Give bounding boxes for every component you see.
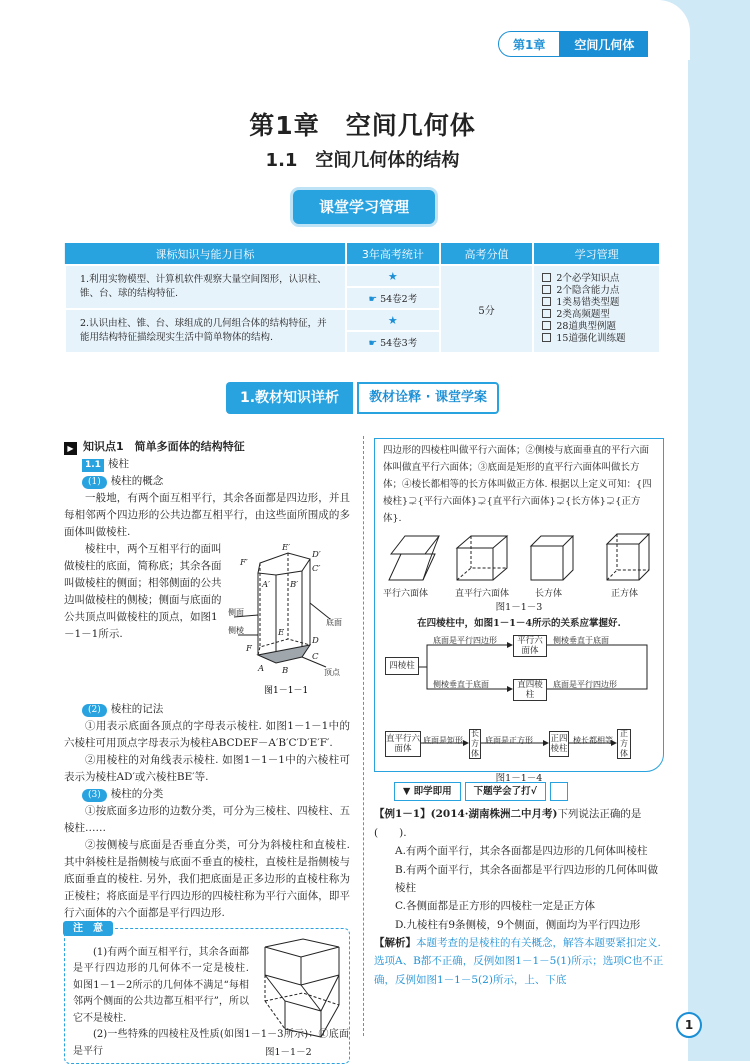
mgmt-item: 28道典型例题 [542,321,651,333]
option-b: B.有两个面平行，其余各面都是平行四边形的几何体叫做棱柱 [395,863,659,894]
goal-table [64,243,661,354]
flow-label: 侧棱垂直于底面 [433,680,489,690]
label-D1: D′ [312,549,321,560]
knowledge-point-heading: ▶ 知识点1 简单多面体的结构特征 [64,438,350,456]
flow-box-sileng: 四棱柱 [385,657,419,675]
mgmt-item: 15道强化训练题 [542,333,651,345]
flow-label: 底面是矩形 [423,736,463,746]
checkbox-icon[interactable] [542,333,551,342]
goal-header-2: 高考分值 [440,243,534,265]
label-E1: E′ [282,542,291,553]
checkbox-icon[interactable] [542,285,551,294]
page-title: 第1章 空间几何体 [249,111,476,140]
label-C1: C′ [312,563,321,574]
option-a: A.有两个面平行，其余各面都是四边形的几何体叫棱柱 [395,845,648,858]
note-text-2: (2)一些特殊的四棱柱及性质(如图1－1－3所示)：①底面是平行 [73,1029,349,1057]
label-base: 底面 [326,617,342,627]
checkbox-icon[interactable] [542,297,551,306]
flow-label: 底面是平行四边形 [433,636,497,646]
flow-box-cft: 长方体 [471,729,479,759]
objective-2: 2.认识由柱、锥、台、球组成的几何组合体的结构特征，并能用结构特征描绘现实生活中简单物体的结构. [65,309,346,353]
pointer-icon: ☛ [368,338,378,349]
flow-intro: 在四棱柱中，如图1－1－4所示的关系应掌握好. [417,618,621,630]
non-prism-figure [255,935,345,1041]
label-A1: A′ [262,579,271,590]
flow-label: 底面是正方形 [485,736,533,746]
paragraph: ①按底面多边形的边数分类，可分为三棱柱、四棱柱、五棱柱…… [64,804,350,834]
note-box [64,922,350,1064]
option-d: D.九棱柱有9条侧棱，9个侧面，侧面均为平行四边形 [395,918,641,931]
subsub-notation: (2) 棱柱的记法 [64,701,350,718]
mgmt-item: 2类高频题型 [542,309,651,321]
box-text: 四边形的四棱柱叫做平行六面体；②侧棱与底面垂直的平行六面体叫做直平行六面体；③底面是矩形的直平行六面体叫做长方体；④棱长都相等的长方体叫做正方体. 根据以上定义可知：{四棱柱}⊋{平行六面体}⊋{直平行六面体}⊋{长方体}⊋{正方体}. [383,445,652,524]
figure-caption: 图1－1－3 [495,601,543,613]
paragraph: 棱柱中，两个互相平行的面叫做棱柱的底面，简称底；其余各面叫做棱柱的侧面；相邻侧面的公共边叫做棱柱的侧棱；侧面与底面的公共顶点叫做棱柱的顶点，如图1－1－1所示. [64,542,222,640]
paragraph: ①用表示底面各顶点的字母表示棱柱. 如图1－1－1中的六棱柱可用顶点字母表示为棱柱ABCDEF－A′B′C′D′E′F′. [64,719,350,749]
gaokao-stat-1: ☛ 54卷2考 [346,287,440,309]
page-number: 1 [676,1012,702,1038]
label-D: D [312,635,319,646]
play-icon: ▶ [64,442,77,455]
figure-1-1-1 [64,541,350,701]
shape-label-3: 长方体 [535,588,563,599]
goal-header-3: 学习管理 [533,243,660,265]
label-F: F [246,643,252,654]
shape-label-4: 正方体 [611,588,639,599]
mgmt-item: 2个隐含能力点 [542,285,651,297]
flow-box-pxlmt: 平行六面体 [513,635,547,657]
mgmt-item: 2个必学知识点 [542,273,651,285]
flow-box-zfzt: 正四棱柱 [549,731,569,757]
banner-left: 1.教材知识详析 [226,382,353,414]
flow-label: 底面是平行四边形 [553,680,617,690]
subsub-classification: (3) 棱柱的分类 [64,786,350,803]
objective-1: 1.利用实物模型、计算机软件观察大量空间图形，认识柱、锥、台、球的结构特征. [65,265,346,309]
star-icon: ★ [346,309,440,331]
figure-caption: 图1－1－1 [264,685,309,696]
pointer-icon: ☛ [368,294,378,305]
continuation-box [374,438,664,785]
goal-header-0: 课标知识与能力目标 [65,243,346,265]
label-side-face: 侧面 [228,607,244,617]
shape-label-2: 直平行六面体 [455,588,510,599]
figure-caption: 图1－1－2 [265,1046,312,1058]
section-banner [226,382,499,414]
gaokao-stat-2: ☛ 54卷3考 [346,331,440,353]
analysis: 【解析】本题考查的是棱柱的有关概念，解答本题要紧扣定义. 选项A、B都不正确，反例如图1－1－5(1)所示；选项C也不正确，反例如图1－1－5(2)所示，上、下底 [374,937,664,986]
check-mark-label: 下题学会了打√ [465,782,546,801]
score-value: 5分 [440,265,534,353]
label-lateral-edge: 侧棱 [228,625,244,635]
flow-label: 棱长都相等 [573,736,613,746]
label-B: B [282,665,289,676]
example-block [374,805,664,989]
goal-header-1: 3年高考统计 [346,243,440,265]
subheading-prism: 1.1 棱柱 [64,456,350,473]
example-question: 【例1－1】(2014·湖南株洲二中月考)下列说法正确的是( ). [374,808,642,839]
subsub-concept: (1) 棱柱的概念 [64,473,350,490]
checkbox-icon[interactable] [542,321,551,330]
hexagonal-prism-figure [230,543,350,701]
shapes-figure [383,532,655,600]
paragraph: 一般地，有两个面互相平行，其余各面都是四边形，并且每相邻两个四边形的公共边都互相平行，由这些面所围成的多面体叫做棱柱. [64,491,350,538]
right-sidebar [688,60,750,1061]
label-C: C [312,651,319,662]
relation-flowchart [383,633,655,771]
checkbox-icon[interactable] [542,273,551,282]
right-column [374,438,664,989]
option-c: C.各侧面都是正方形的四棱柱一定是正方体 [395,900,595,913]
mgmt-item: 1类易错类型题 [542,297,651,309]
label-B1: B′ [290,579,299,590]
label-A: A [258,663,265,674]
chapter-tab [498,31,648,57]
label-vertex: 顶点 [324,667,340,677]
flow-box-zhiling: 直四棱柱 [513,679,547,701]
management-list [533,265,660,353]
flow-box-zft: 正方体 [617,729,631,759]
label-F1: F′ [240,557,248,568]
label-E: E [278,627,285,638]
section-pill: 课堂学习管理 [293,190,435,224]
paragraph: ②按侧棱与底面是否垂直分类，可分为斜棱柱和直棱柱. 其中斜棱柱是指侧棱与底面不垂直的棱柱，直棱柱是指侧棱与底面垂直的棱柱. 另外，我们把底面是正多边形的直棱柱称为正棱柱；将底面是平行四边形的四棱柱称为平行六面体，即平行六面体的六个面都是平行四边形. [64,838,350,919]
column-divider [363,436,364,1036]
banner-right: 教材诠释 · 课堂学案 [357,382,499,414]
flow-label: 侧棱垂直于底面 [553,636,609,646]
note-text-1: (1)有两个面互相平行，其余各面都是平行四边形的几何体不一定是棱柱. 如图1－1－2所示的几何体不满足“每相邻两个侧面的公共边都互相平行”，所以它不是棱柱. [73,946,249,1024]
shape-label-1: 平行六面体 [383,588,429,599]
chapter-label: 第1章 [498,31,560,57]
figure-caption: 图1－1－4 [495,773,543,785]
flow-box-zpx: 直平行六面体 [385,731,421,757]
left-column [64,438,350,1064]
subject-label: 空间几何体 [560,31,648,57]
page-subtitle: 1.1 空间几何体的结构 [265,150,460,171]
star-icon: ★ [346,265,440,287]
instant-use-button[interactable]: ▼ 即学即用 [394,782,461,801]
paragraph: ②用棱柱的对角线表示棱柱. 如图1－1－1中的六棱柱可表示为棱柱AD′或六棱柱BE′等. [64,753,350,783]
note-tag: 注 意 [63,921,113,936]
special-prisms-figure [383,532,659,586]
checkbox-icon[interactable] [542,309,551,318]
